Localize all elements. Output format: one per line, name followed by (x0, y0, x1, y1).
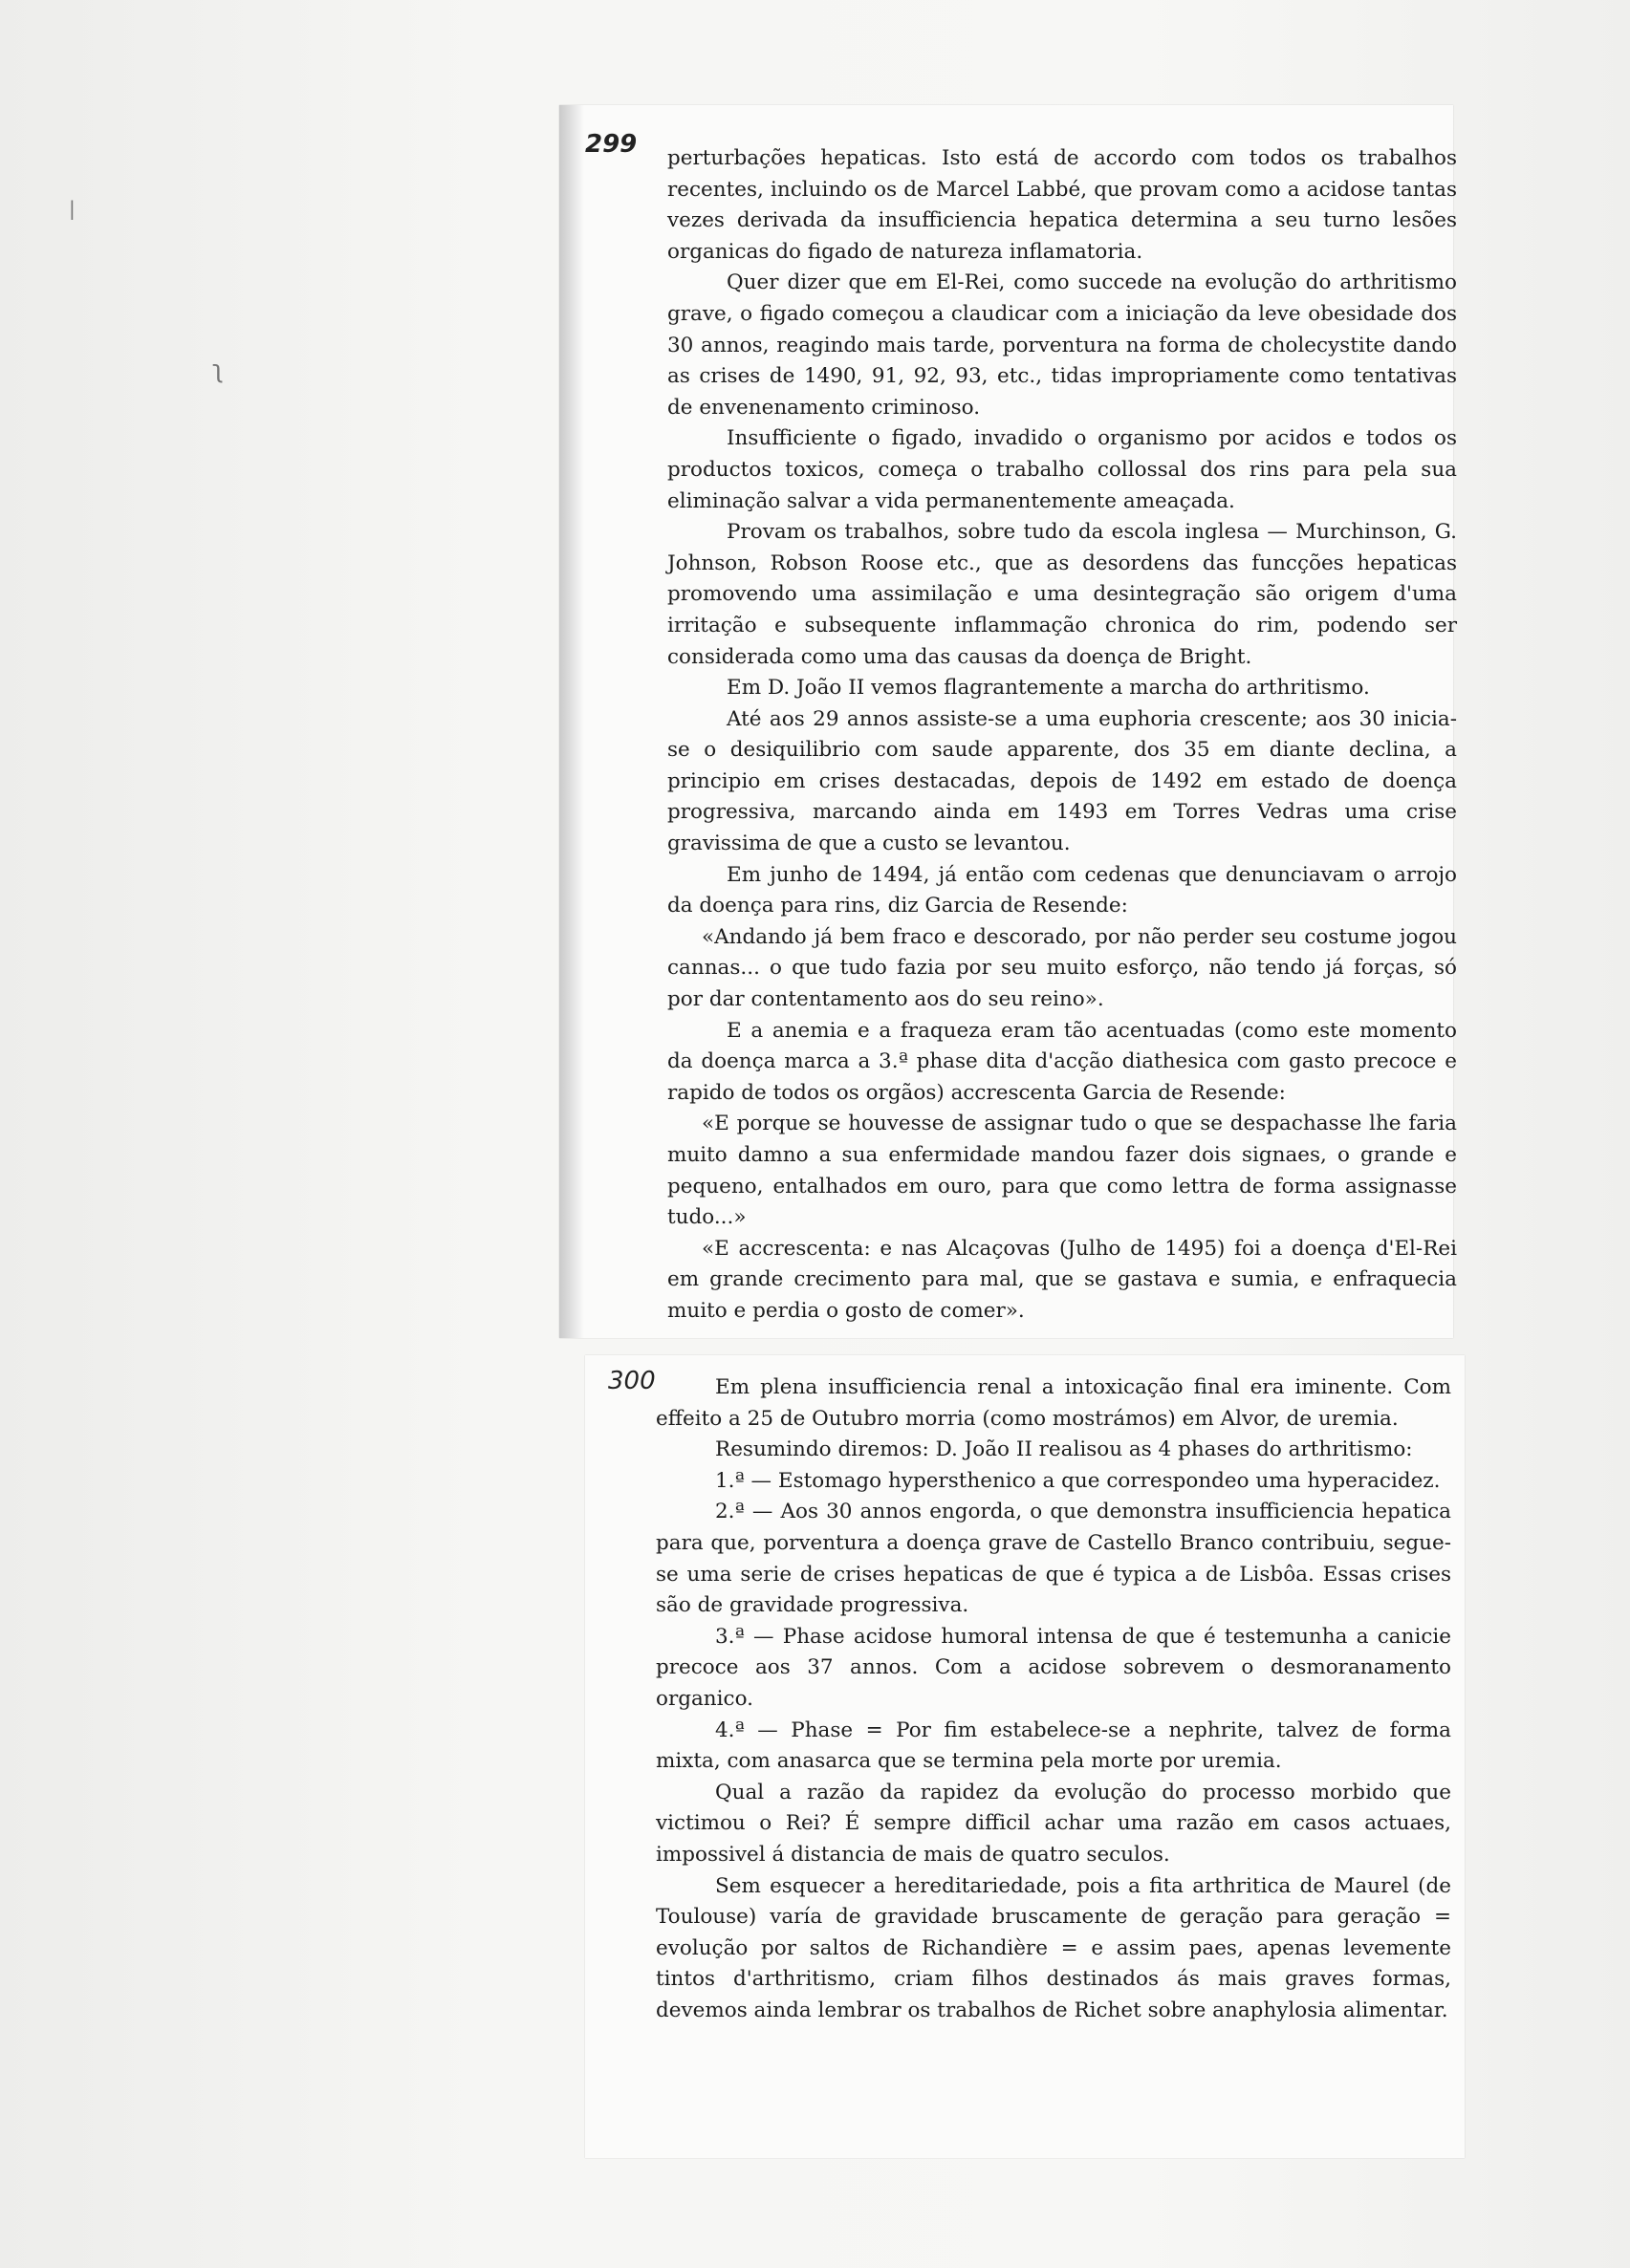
paragraph: Até aos 29 annos assiste-se a uma euphoria crescente; aos 30 inicia-se o desiquilibrio com saude apparente, dos 35 em diante declina, a principio em crises destacadas, depois de 1492 em estado de doença progressiva, marcando ainda em 1493 em Torres Vedras uma crise gravissima de que a custo se levantou. (667, 706, 1457, 856)
quote-paragraph: «E porque se houvesse de assignar tudo o que se despachasse lhe faria muito damno a sua enfermidade mandou fazer dois signaes, o grande e pequeno, entalhados em ouro, para que como lettra de forma assignasse tudo...» (667, 1112, 1457, 1230)
page-number-299: 299 (585, 130, 638, 159)
scan-mark: | (69, 197, 76, 220)
paragraph: Resumindo diremos: D. João II realisou as 4 phases do arthritismo: (715, 1437, 1413, 1462)
paragraph: Em plena insufficiencia renal a intoxicação final era iminente. Com effeito a 25 de Outubro morria (como mostrámos) em Alvor, de uremia. (656, 1375, 1451, 1431)
scan-mark: ʅ (212, 356, 224, 384)
page-number-300: 300 (608, 1367, 656, 1395)
list-item-phase-1: 1.ª — Estomago hypersthenico a que correspondeo uma hyperacidez. (715, 1468, 1441, 1493)
paragraph: Insufficiente o figado, invadido o organismo por acidos e todos os productos toxicos, começa o trabalho collossal dos rins para pela sua eliminação salvar a vida permanentemente ameaçada. (667, 426, 1457, 513)
paragraph: E a anemia e a fraqueza eram tão acentuadas (como este momento da doença marca a 3.ª phase dita d'acção diathesica com gasto precoce e rapido de todos os orgãos) accrescenta Garcia de Resende: (667, 1018, 1457, 1105)
page-300-text (656, 1372, 1451, 2026)
list-item-phase-4: 4.ª — Phase = Por fim estabelece-se a nephrite, talvez de forma mixta, com anasarca que se termina pela morte por uremia. (656, 1717, 1451, 1774)
paragraph: Quer dizer que em El-Rei, como succede na evolução do arthritismo grave, o figado começou a claudicar com a iniciação da leve obesidade dos 30 annos, reagindo mais tarde, porventura na forma de cholecystite dando as crises de 1490, 91, 92, 93, etc., tidas impropriamente como tentativas de envenenamento criminoso. (667, 270, 1457, 420)
quote-paragraph: «Andando já bem fraco e descorado, por não perder seu costume jogou cannas... o que tudo fazia por seu muito esforço, não tendo já forças, só por dar contentamento aos do seu reino». (667, 924, 1457, 1012)
quote-paragraph: «E accrescenta: e nas Alcaçovas (Julho de 1495) foi a doença d'El-Rei em grande crecimento para mal, que se gastava e sumia, e enfraquecia muito e perdia o gosto de comer». (667, 1236, 1457, 1323)
page-299-text (667, 143, 1457, 1328)
paragraph: Sem esquecer a hereditariedade, pois a fita arthritica de Maurel (de Toulouse) varía de gravidade bruscamente de geração para geração = evolução por saltos de Richandière = e assim paes, apenas levemente tintos d'arthritismo, criam filhos destinados ás mais graves formas, devemos ainda lembrar os trabalhos de Richet sobre anaphylosia alimentar. (656, 1873, 1451, 2022)
paragraph: Qual a razão da rapidez da evolução do processo morbido que victimou o Rei? É sempre difficil achar uma razão em casos actuaes, impossivel á distancia de mais de quatro seculos. (656, 1780, 1451, 1867)
paragraph: Em junho de 1494, já então com cedenas que denunciavam o arrojo da doença para rins, diz Garcia de Resende: (667, 862, 1457, 918)
list-item-phase-2: 2.ª — Aos 30 annos engorda, o que demonstra insufficiencia hepatica para que, porventura a doença grave de Castello Branco contribuiu, segue-se uma serie de crises hepaticas de que é typica a de Lisbôa. Essas crises são de gravidade progressiva. (656, 1500, 1451, 1618)
paragraph: perturbações hepaticas. Isto está de accordo com todos os trabalhos recentes, incluindo os de Marcel Labbé, que provam como a acidose tantas vezes derivada da insufficiencia hepatica determina a seu turno lesões organicas do figado de natureza inflamatoria. (667, 146, 1457, 264)
paragraph: Provam os trabalhos, sobre tudo da escola inglesa — Murchinson, G. Johnson, Robson Roose etc., que as desordens das funcções hepaticas promovendo uma assimilação e uma desintegração são origem d'uma irritação e subsequente inflammação chronica do rim, podendo ser considerada como uma das causas da doença de Bright. (667, 520, 1457, 669)
list-item-phase-3: 3.ª — Phase acidose humoral intensa de que é testemunha a canicie precoce aos 37 annos. Com a acidose sobrevem o desmoranamento organico. (656, 1624, 1451, 1711)
paragraph: Em D. João II vemos flagrantemente a marcha do arthritismo. (727, 676, 1370, 701)
